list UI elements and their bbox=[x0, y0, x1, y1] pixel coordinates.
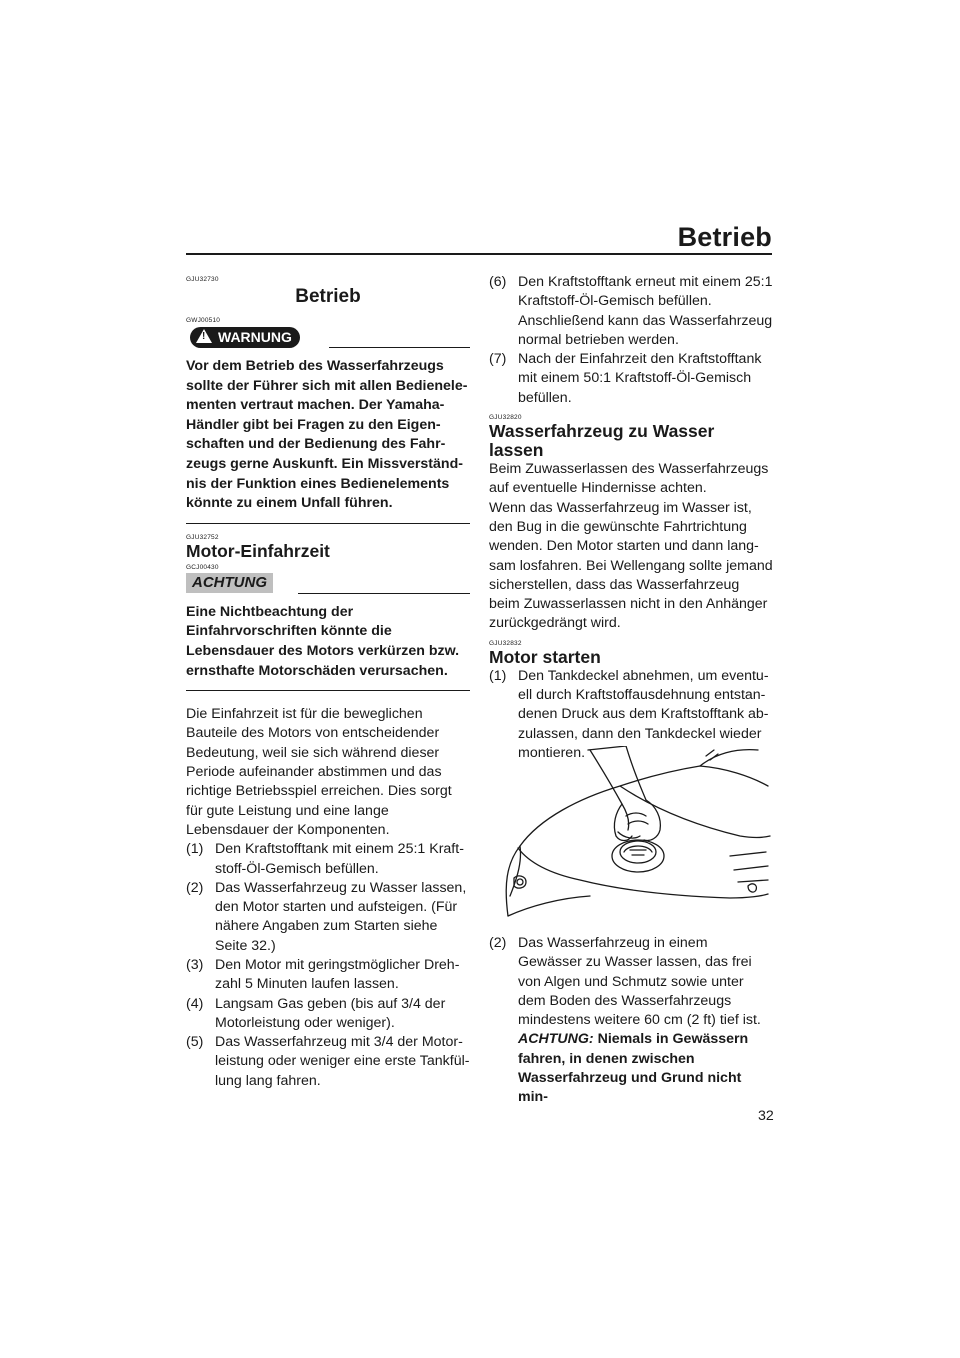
warning-header-rule bbox=[329, 347, 470, 348]
list-item bbox=[489, 273, 773, 350]
list-item-number: (7) bbox=[489, 351, 507, 368]
list-item-text: Das Wasserfahrzeug in einem Gewässer zu Wasser lassen, das frei von Algen und Schmutz sowie unter dem Boden des Wasserfahrzeugs mindestens weitere 60 cm (2 ft) tief ist. bbox=[518, 935, 761, 1029]
launch-paragraph-1: Beim Zuwasserlassen des Wasserfahrzeugs auf eventuelle Hindernisse achten. bbox=[489, 461, 769, 497]
list-item-text: Den Motor mit geringstmöglicher Drehzahl 5 Minuten laufen lassen. bbox=[215, 956, 460, 993]
list-item-text: Den Kraftstofftank mit einem 25:1 Kraftstoff-Öl-Gemisch befüllen. bbox=[215, 841, 464, 877]
list-item-number: (1) bbox=[186, 841, 204, 858]
list-item-text: Den Kraftstofftank erneut mit einem 25:1 Kraftstoff-Öl-Gemisch befüllen. Anschließend kann das Wasserfahrzeug normal betrieben werden. bbox=[518, 274, 773, 348]
page-number: 32 bbox=[758, 1108, 774, 1124]
warning-triangle-icon: ! bbox=[196, 329, 212, 343]
list-item-text: Den Tankdeckel abnehmen, um eventuell durch Kraftstoffausdehnung entstandenen Druck aus dem Kraftstofftank abzulassen, dann den Tankdeckel wieder montieren. bbox=[518, 667, 769, 761]
list-item-number: (2) bbox=[489, 935, 507, 951]
launch-paragraph-2: Wenn das Wasserfahrzeug im Wasser ist, den Bug in die gewünschte Fahrtrichtung wenden. Den Motor starten und dann langsam losfahren. Bei Wellengang sollte jemand sicherstellen, dass das Wasserfahrzeug beim Zuwasserlassen nicht in den Anhänger zurückgedrängt wird. bbox=[489, 499, 773, 632]
ref-code: GCJ00430 bbox=[186, 563, 219, 571]
list-item-text: Das Wasserfahrzeug zu Wasser lassen, den Motor starten und aufsteigen. (Für nähere Angaben zum Starten siehe Seite 32.) bbox=[215, 879, 467, 954]
left-column bbox=[186, 276, 470, 1091]
caution-badge: ACHTUNG bbox=[186, 573, 273, 593]
right-column-lower bbox=[489, 934, 773, 1108]
list-item bbox=[186, 956, 470, 995]
page-header-title: Betrieb bbox=[677, 222, 772, 252]
list-item bbox=[186, 840, 470, 879]
inline-caution-label: ACHTUNG: bbox=[518, 1031, 594, 1048]
list-item bbox=[186, 995, 470, 1034]
list-item-text: Nach der Einfahrzeit den Kraftstofftank mit einem 50:1 Kraftstoff-Öl-Gemisch befüllen. bbox=[518, 351, 762, 406]
fuel-cap-illustration bbox=[500, 746, 772, 918]
list-item-number: (3) bbox=[186, 956, 204, 973]
warning-label: WARNUNG bbox=[218, 329, 292, 345]
ref-code: GJU32752 bbox=[186, 533, 219, 541]
list-item-number: (1) bbox=[489, 667, 507, 684]
ref-code: GJU32730 bbox=[186, 276, 219, 283]
list-item-number: (2) bbox=[186, 879, 204, 896]
ref-code: GWJ00510 bbox=[186, 317, 221, 324]
list-item-text: Das Wasserfahrzeug mit 3/4 der Motorleistung oder weniger eine erste Tankfüllung lang fahren. bbox=[215, 1034, 470, 1089]
list-item bbox=[186, 879, 470, 956]
caution-header-rule bbox=[298, 593, 470, 594]
list-item-text: Langsam Gas geben (bis auf 3/4 der Motorleistung oder weniger). bbox=[215, 995, 446, 1031]
list-item-number: (6) bbox=[489, 274, 507, 290]
caution-header bbox=[186, 573, 470, 595]
inline-caution-text: Niemals in Gewässern fahren, in denen zwischen Wasserfahrzeug und Grund nicht min- bbox=[518, 1031, 749, 1106]
warning-badge bbox=[190, 327, 300, 348]
warning-bottom-rule bbox=[186, 523, 470, 524]
list-item bbox=[186, 1033, 470, 1091]
ref-code: GJU32832 bbox=[489, 639, 522, 647]
intro-paragraph: Die Einfahrzeit ist für die beweglichen Bauteile des Motors von entscheidender Bedeutung, weil sie sich während dieser Periode aufeinander abstimmen und das richtige Betriebsspiel erreichen. Dies sorgt für gute Leistung und eine lange Lebensdauer der Komponenten. bbox=[186, 706, 452, 838]
section-title-einfahrzeit: Motor-Einfahrzeit bbox=[186, 540, 330, 561]
ref-code: GJU32820 bbox=[489, 414, 522, 422]
warning-text: Vor dem Betrieb des Wasserfahrzeugs sollte der Führer sich mit allen Bedienelementen vertraut machen. Der Yamaha-Händler gibt bei Fragen zu den Eigenschaften und der Bedienung des Fahrzeugs gerne Auskunft. Ein Missverständnis der Funktion eines Bedienelements könnte zu einem Unfall führen. bbox=[186, 358, 468, 512]
section-title-zu-wasser-lassen: Wasserfahrzeug zu Wasser lassen bbox=[489, 421, 715, 461]
right-column bbox=[489, 273, 773, 763]
list-item bbox=[489, 934, 773, 1108]
warning-header bbox=[186, 327, 470, 349]
section-title-motor-starten: Motor starten bbox=[489, 646, 601, 667]
caution-text: Eine Nichtbeachtung der Einfahrvorschriften könnte die Lebensdauer des Motors verkürzen bzw. ernsthafte Motorschäden verursachen. bbox=[186, 603, 460, 679]
list-item bbox=[489, 350, 773, 408]
list-item-number: (5) bbox=[186, 1034, 204, 1051]
section-title-betrieb: Betrieb bbox=[295, 286, 361, 307]
header-rule bbox=[186, 253, 772, 255]
caution-bottom-rule bbox=[186, 690, 470, 691]
list-item-number: (4) bbox=[186, 995, 204, 1012]
